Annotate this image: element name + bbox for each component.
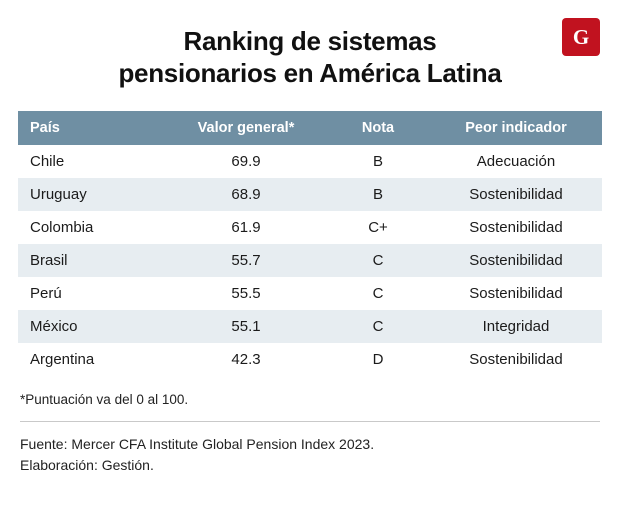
cell-pais: México xyxy=(18,310,166,343)
table-row xyxy=(18,343,602,376)
table-header-row xyxy=(18,111,602,145)
ranking-table-wrapper xyxy=(18,111,602,376)
table-row xyxy=(18,277,602,310)
cell-pais: Argentina xyxy=(18,343,166,376)
table-footnote: *Puntuación va del 0 al 100. xyxy=(20,392,189,408)
table-header xyxy=(18,111,602,145)
cell-peor-indicador: Adecuación xyxy=(430,145,602,178)
cell-peor-indicador: Sostenibilidad xyxy=(430,211,602,244)
cell-valor: 55.7 xyxy=(166,244,326,277)
section-divider xyxy=(20,421,600,422)
cell-peor-indicador: Integridad xyxy=(430,310,602,343)
table-row xyxy=(18,310,602,343)
cell-valor: 61.9 xyxy=(166,211,326,244)
cell-pais: Perú xyxy=(18,277,166,310)
table-row xyxy=(18,178,602,211)
table-row xyxy=(18,244,602,277)
cell-valor: 55.1 xyxy=(166,310,326,343)
cell-pais: Colombia xyxy=(18,211,166,244)
cell-nota: B xyxy=(326,178,430,211)
page-title-line-2: pensionarios en América Latina xyxy=(118,57,502,88)
gestion-logo xyxy=(562,18,600,56)
page-title xyxy=(0,0,620,89)
cell-nota: C xyxy=(326,244,430,277)
column-header-nota: Nota xyxy=(326,111,430,145)
table-row xyxy=(18,211,602,244)
cell-nota: C xyxy=(326,277,430,310)
svg-text:G: G xyxy=(572,25,590,49)
cell-nota: D xyxy=(326,343,430,376)
cell-nota: B xyxy=(326,145,430,178)
cell-nota: C xyxy=(326,310,430,343)
table-body xyxy=(18,145,602,376)
cell-peor-indicador: Sostenibilidad xyxy=(430,343,602,376)
source-line-2: Elaboración: Gestión. xyxy=(20,456,154,473)
cell-valor: 55.5 xyxy=(166,277,326,310)
source-line-1: Fuente: Mercer CFA Institute Global Pension Index 2023. xyxy=(20,436,375,453)
cell-nota: C+ xyxy=(326,211,430,244)
source-block xyxy=(20,434,600,475)
page-title-line-1: Ranking de sistemas xyxy=(183,26,437,56)
cell-valor: 68.9 xyxy=(166,178,326,211)
cell-peor-indicador: Sostenibilidad xyxy=(430,178,602,211)
cell-peor-indicador: Sostenibilidad xyxy=(430,277,602,310)
cell-pais: Brasil xyxy=(18,244,166,277)
cell-valor: 69.9 xyxy=(166,145,326,178)
column-header-pais: País xyxy=(18,111,166,145)
table-row xyxy=(18,145,602,178)
cell-pais: Chile xyxy=(18,145,166,178)
cell-valor: 42.3 xyxy=(166,343,326,376)
column-header-valor: Valor general* xyxy=(166,111,326,145)
ranking-table xyxy=(18,111,602,376)
cell-peor-indicador: Sostenibilidad xyxy=(430,244,602,277)
column-header-peor-indicador: Peor indicador xyxy=(430,111,602,145)
cell-pais: Uruguay xyxy=(18,178,166,211)
